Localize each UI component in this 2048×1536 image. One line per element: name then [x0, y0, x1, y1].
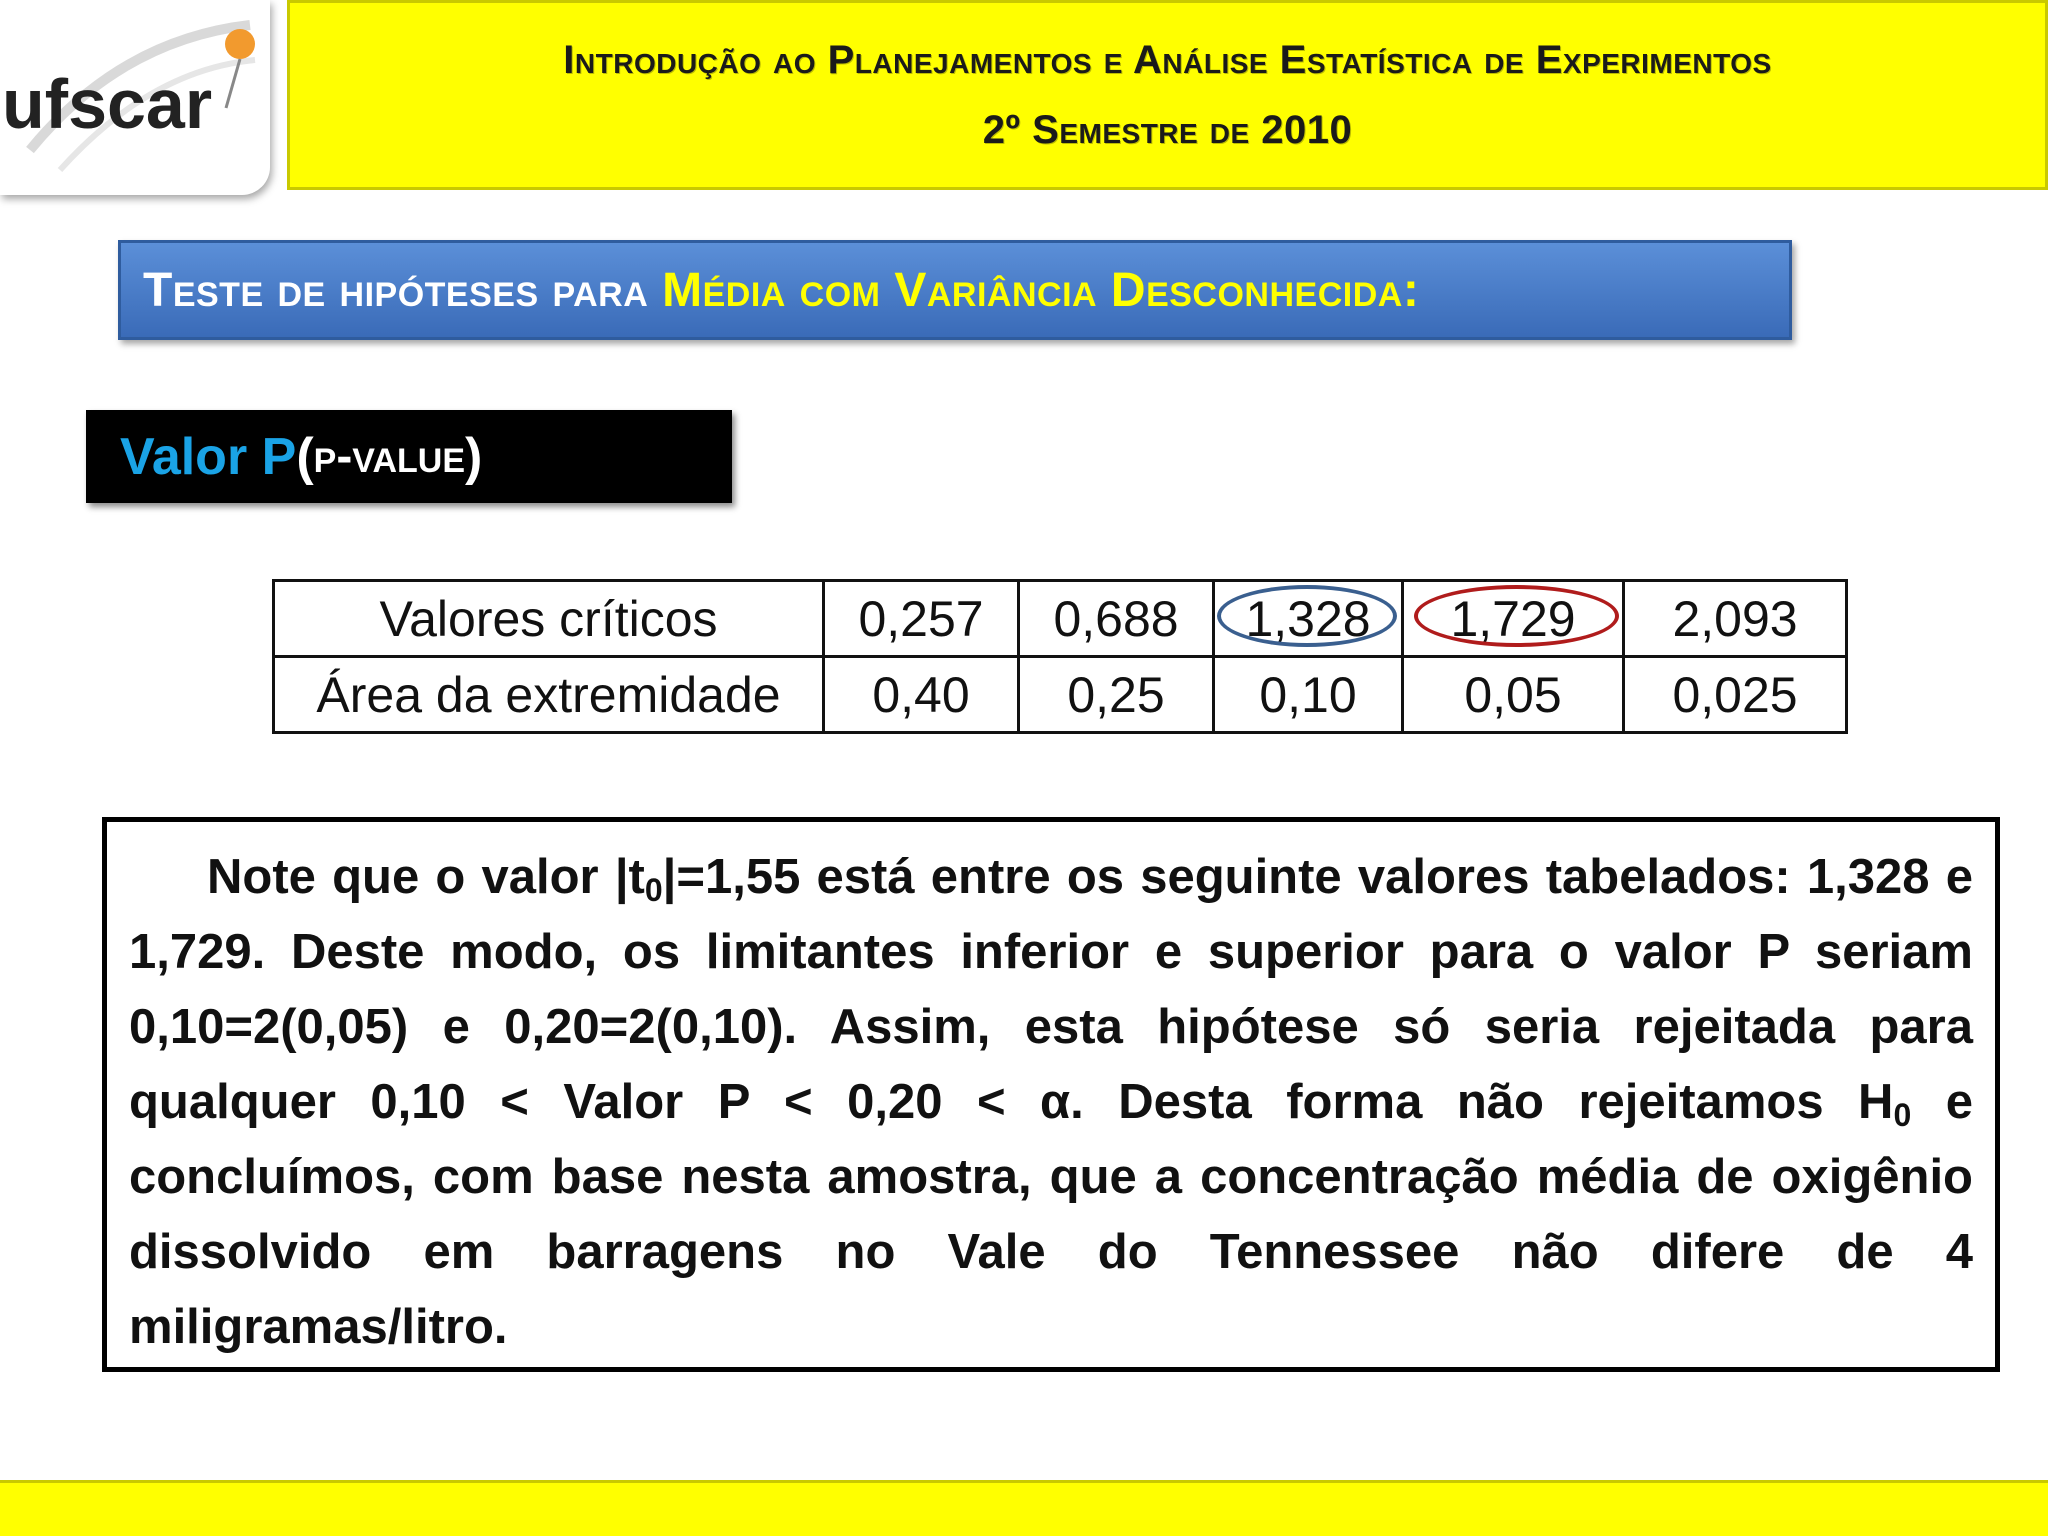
- t-subscript: 0: [644, 872, 663, 908]
- pvalue-heading: [86, 410, 732, 503]
- section-title-part1: Teste de hipóteses para: [143, 263, 663, 317]
- table-cell: 2,093: [1624, 581, 1847, 657]
- ufscar-logo-graphic: [0, 0, 270, 195]
- section-title-bar: [118, 240, 1792, 340]
- table-cell-highlighted-red: [1403, 581, 1624, 657]
- row-label: Valores críticos: [274, 581, 824, 657]
- table-row: [274, 657, 1847, 733]
- note-part1: Note que o valor |t: [207, 850, 645, 904]
- pvalue-paren-open: (: [296, 427, 314, 486]
- semester-title: 2º Semestre de 2010: [982, 108, 1353, 152]
- table-cell: 0,40: [824, 657, 1019, 733]
- logo-text: ufscar: [2, 65, 213, 143]
- critical-values-table: [272, 579, 1848, 734]
- row-label: Área da extremidade: [274, 657, 824, 733]
- table-cell: 0,688: [1019, 581, 1214, 657]
- table-cell: 0,05: [1403, 657, 1624, 733]
- note-part3: e concluímos, com base nesta amostra, que a concentração média de oxigênio dissolvido em barragens no Vale do Tennessee não difere de 4 miligramas/litro.: [129, 1075, 1973, 1354]
- pvalue-label: Valor P: [120, 427, 297, 486]
- footer-bar: [0, 1480, 2048, 1536]
- cell-value: 1,328: [1245, 590, 1371, 647]
- table-cell-highlighted-blue: [1214, 581, 1403, 657]
- table-row: [274, 581, 1847, 657]
- pvalue-paren-close: ): [465, 427, 483, 486]
- note-part2: |=1,55 está entre os seguinte valores tabelados: 1,328 e 1,729. Deste modo, os limitantes inferior e superior para o valor P seriam 0,10=2(0,05) e 0,20=2(0,10). Assim, esta hipótese só seria rejeitada para qualquer 0,10 < Valor P < 0,20 < α. Desta forma não rejeitamos H: [129, 850, 1973, 1129]
- table-cell: 0,025: [1624, 657, 1847, 733]
- table-cell: 0,10: [1214, 657, 1403, 733]
- table-cell: 0,25: [1019, 657, 1214, 733]
- section-title-highlight: Média com Variância Desconhecida:: [662, 263, 1420, 317]
- course-title: Introdução ao Planejamentos e Análise Estatística de Experimentos: [563, 38, 1772, 82]
- pvalue-subtitle: p-value: [313, 430, 466, 483]
- header-bar: [287, 0, 2048, 190]
- table-cell: 0,257: [824, 581, 1019, 657]
- conclusion-note-box: [102, 817, 2000, 1372]
- h-subscript: 0: [1893, 1097, 1912, 1133]
- conclusion-text: [129, 840, 1973, 1365]
- section-title: [143, 263, 1419, 318]
- ufscar-logo: [0, 0, 270, 195]
- cell-value: 1,729: [1450, 590, 1576, 647]
